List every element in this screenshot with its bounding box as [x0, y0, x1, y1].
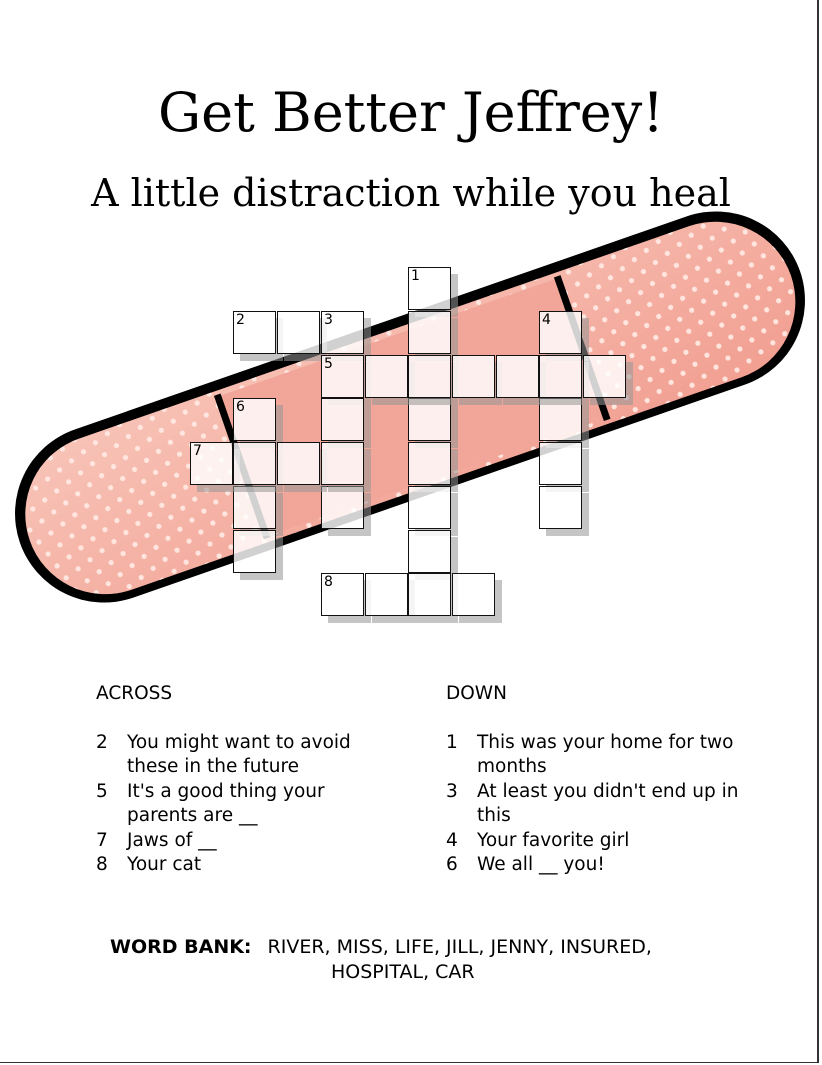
clue-item	[446, 853, 746, 878]
clue-text: Your favorite girl	[477, 829, 630, 851]
crossword-cell[interactable]	[452, 355, 495, 398]
clue-number-4: 4	[542, 312, 551, 328]
crossword-cell[interactable]	[365, 355, 408, 398]
crossword-cell[interactable]	[321, 573, 364, 616]
clue-number: 5	[96, 780, 108, 802]
crossword-cell[interactable]	[408, 486, 451, 529]
clue-number-7: 7	[193, 443, 202, 459]
clue-number-2: 2	[236, 312, 245, 328]
across-clues	[96, 682, 396, 878]
crossword-cell[interactable]	[539, 442, 582, 485]
crossword-cell[interactable]	[277, 311, 320, 354]
clue-text: It's a good thing your parents are __	[127, 780, 325, 826]
crossword-cell[interactable]	[539, 355, 582, 398]
crossword-cell[interactable]	[233, 486, 276, 529]
clue-item	[96, 829, 396, 854]
crossword-cell[interactable]	[277, 442, 320, 485]
page-subtitle: A little distraction while you heal	[91, 171, 731, 215]
clue-text: Your cat	[127, 854, 202, 875]
clue-number: 7	[96, 829, 108, 851]
crossword-cell[interactable]	[321, 486, 364, 529]
crossword-cell[interactable]	[408, 442, 451, 485]
crossword-cell[interactable]	[539, 311, 582, 354]
clue-number-8: 8	[324, 574, 333, 590]
clue-item	[96, 853, 396, 878]
clue-item	[446, 731, 746, 780]
crossword-cell[interactable]	[233, 442, 276, 485]
clue-text: You might want to avoid these in the future	[127, 731, 351, 777]
crossword-cell[interactable]	[321, 311, 364, 354]
word-bank-line-2: HOSPITAL, CAR	[331, 960, 475, 983]
word-bank	[110, 935, 710, 984]
clue-number-3: 3	[324, 312, 333, 328]
clue-number: 2	[96, 731, 108, 753]
clue-text: We all __ you!	[477, 854, 605, 875]
crossword-cell[interactable]	[321, 398, 364, 441]
word-bank-line-1: RIVER, MISS, LIFE, JILL, JENNY, INSURED,	[267, 936, 652, 958]
crossword-cell[interactable]	[408, 398, 451, 441]
crossword-cell[interactable]	[365, 573, 408, 616]
clue-number: 8	[96, 854, 108, 875]
across-heading: ACROSS	[96, 683, 173, 704]
crossword-cell[interactable]	[496, 355, 539, 398]
crossword-cell[interactable]	[233, 398, 276, 441]
down-clues	[446, 682, 746, 878]
clue-number-5: 5	[324, 356, 333, 372]
clue-number: 6	[446, 854, 458, 875]
crossword-cell[interactable]	[233, 311, 276, 354]
crossword-cell[interactable]	[583, 355, 626, 398]
crossword-cell[interactable]	[408, 573, 451, 616]
clue-number: 4	[446, 829, 458, 851]
clue-text: This was your home for two months	[477, 731, 734, 777]
crossword-cell[interactable]	[321, 442, 364, 485]
clue-text: Jaws of __	[127, 829, 217, 851]
clue-number-1: 1	[411, 268, 420, 284]
crossword-cell[interactable]	[321, 355, 364, 398]
clue-number: 3	[446, 780, 458, 802]
crossword-cell[interactable]	[408, 267, 451, 310]
crossword-cell[interactable]	[190, 442, 233, 485]
crossword-cell[interactable]	[408, 530, 451, 573]
clue-text: At least you didn't end up in this	[477, 780, 739, 826]
clue-number-6: 6	[236, 399, 245, 415]
clue-item	[446, 780, 746, 829]
down-heading: DOWN	[446, 683, 507, 704]
clue-number: 1	[446, 731, 458, 753]
crossword-cell[interactable]	[233, 530, 276, 573]
word-bank-label: WORD BANK:	[110, 936, 252, 958]
page-title: Get Better Jeffrey!	[158, 81, 664, 144]
crossword-cell[interactable]	[539, 398, 582, 441]
crossword-cell[interactable]	[539, 486, 582, 529]
crossword-cell[interactable]	[408, 311, 451, 354]
clue-item	[96, 731, 396, 780]
crossword-cell[interactable]	[408, 355, 451, 398]
clue-item	[96, 780, 396, 829]
clue-item	[446, 829, 746, 854]
crossword-cell[interactable]	[452, 573, 495, 616]
